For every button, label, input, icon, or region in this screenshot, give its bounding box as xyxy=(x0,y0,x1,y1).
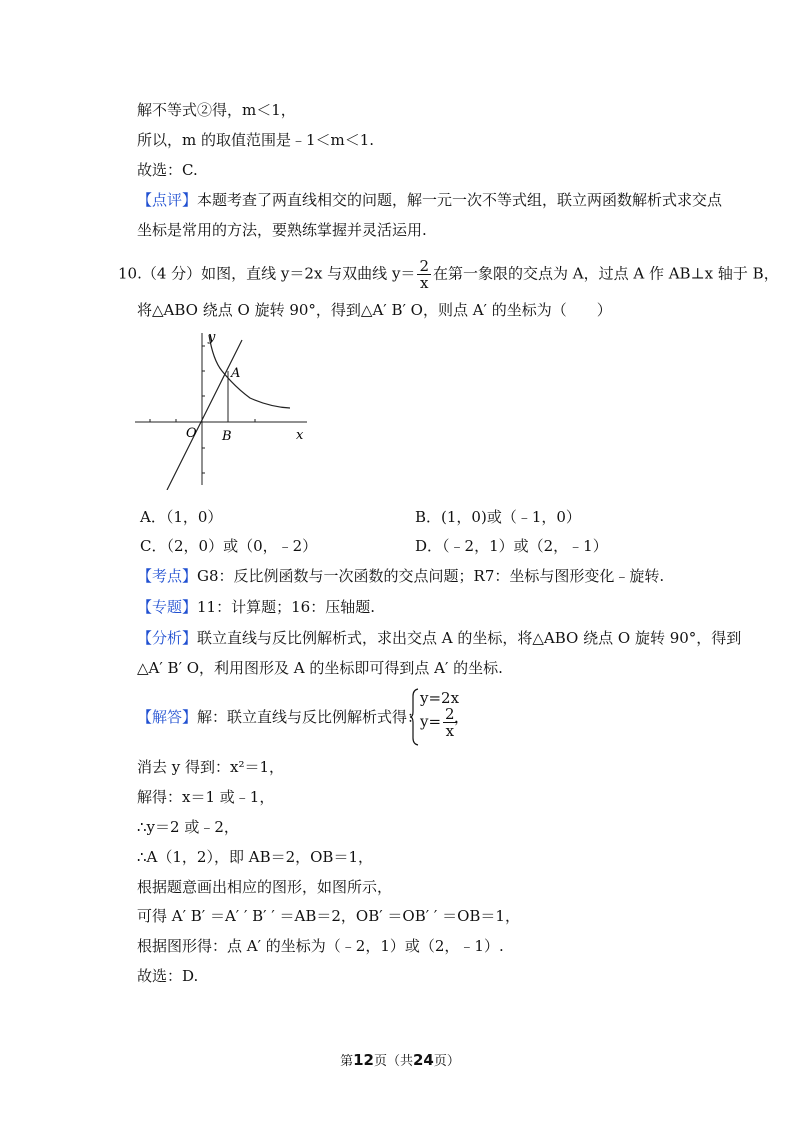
jieda-tag: 【解答】 xyxy=(137,708,198,726)
equation-2 xyxy=(420,706,459,739)
fraction-numerator: 2 xyxy=(419,257,429,275)
text-line: 所以，m 的取值范围是﹣1＜m＜1. xyxy=(137,131,375,149)
comma: ， xyxy=(454,708,470,726)
footer-pre: 第 xyxy=(340,1054,354,1069)
page-number: 12 xyxy=(353,1051,374,1069)
text-line: 坐标是常用的方法，要熟练掌握并灵活运用. xyxy=(137,221,427,239)
function-graph-figure xyxy=(135,325,315,490)
point-b-label: B xyxy=(222,429,232,444)
text-line: 解不等式②得，m＜1， xyxy=(137,101,296,119)
zhuanti-tag: 【专题】 xyxy=(137,598,198,616)
hyperbola-curve xyxy=(209,335,290,408)
y-axis-label: y xyxy=(208,330,216,345)
text-line: 可得 A′ B′ ＝A′ ′ B′ ′ ＝AB＝2，OB′ ＝OB′ ′ ＝OB＝1， xyxy=(137,907,520,925)
fenxi-tag: 【分析】 xyxy=(137,629,198,647)
origin-label: O xyxy=(186,426,197,441)
x-axis-label: x xyxy=(296,428,304,443)
footer-mid: 页（共 xyxy=(373,1054,413,1069)
question-10-stem xyxy=(118,258,779,291)
left-brace-icon xyxy=(410,688,420,746)
text-line: 根据题意画出相应的图形，如图所示， xyxy=(137,878,393,896)
fraction xyxy=(417,258,431,291)
fraction-denominator: x xyxy=(445,722,455,740)
text-line: △A′ B′ O，利用图形及 A 的坐标即可得到点 A′ 的坐标. xyxy=(137,659,503,677)
total-pages: 24 xyxy=(413,1051,434,1069)
zhuanti-text: 11：计算题；16：压轴题. xyxy=(197,598,375,616)
text-line: 消去 y 得到：x²＝1， xyxy=(137,758,285,776)
comment-tag: 【点评】 xyxy=(137,191,198,209)
comment-line xyxy=(137,190,722,210)
equation-2-left: y= xyxy=(420,712,442,731)
line-y-2x xyxy=(167,340,242,490)
fenxi-line xyxy=(137,628,741,648)
option-d: D．（﹣2，1）或（2，﹣1） xyxy=(415,537,608,555)
fraction-denominator: x xyxy=(419,274,429,292)
option-a: A．（1，0） xyxy=(140,508,223,526)
kaodian-tag: 【考点】 xyxy=(137,567,198,585)
kaodian-line xyxy=(137,566,664,586)
text-line: 根据图形得：点 A′ 的坐标为（﹣2，1）或（2，﹣1）. xyxy=(137,937,504,955)
option-b: B．(1，0)或（﹣1，0） xyxy=(415,508,581,526)
fraction-numerator: 2 xyxy=(445,705,455,723)
question-head: 10.（4 分）如图，直线 y＝2x 与双曲线 y＝ xyxy=(118,264,416,283)
question-10-line2: 将△ABO 绕点 O 旋转 90°，得到△A′ B′ O，则点 A′ 的坐标为（ ） xyxy=(137,301,612,319)
text-line: ∴A（1，2），即 AB＝2，OB＝1， xyxy=(137,848,373,866)
page-footer xyxy=(0,1050,800,1069)
text-line: ∴y＝2 或﹣2， xyxy=(137,818,239,836)
text-line: 故选：C. xyxy=(137,161,198,179)
point-a-label: A xyxy=(231,366,241,381)
question-tail: 在第一象限的交点为 A，过点 A 作 AB⊥x 轴于 B， xyxy=(432,264,779,283)
kaodian-text: G8：反比例函数与一次函数的交点问题；R7：坐标与图形变化﹣旋转. xyxy=(197,567,665,585)
footer-post: 页） xyxy=(433,1054,460,1069)
text-line: 故选：D. xyxy=(137,967,199,985)
jieda-line xyxy=(137,707,422,727)
option-c: C．（2，0）或（0，﹣2） xyxy=(140,537,318,555)
jieda-text: 解：联立直线与反比例解析式得： xyxy=(197,708,423,726)
comment-text: 本题考查了两直线相交的问题，解一元一次不等式组，联立两函数解析式求交点 xyxy=(197,191,723,209)
zhuanti-line xyxy=(137,597,375,617)
fenxi-text: 联立直线与反比例解析式，求出交点 A 的坐标，将△ABO 绕点 O 旋转 90°，得到 xyxy=(197,629,742,647)
equation-1: y=2x xyxy=(420,689,460,707)
text-line: 解得：x＝1 或﹣1， xyxy=(137,788,275,806)
